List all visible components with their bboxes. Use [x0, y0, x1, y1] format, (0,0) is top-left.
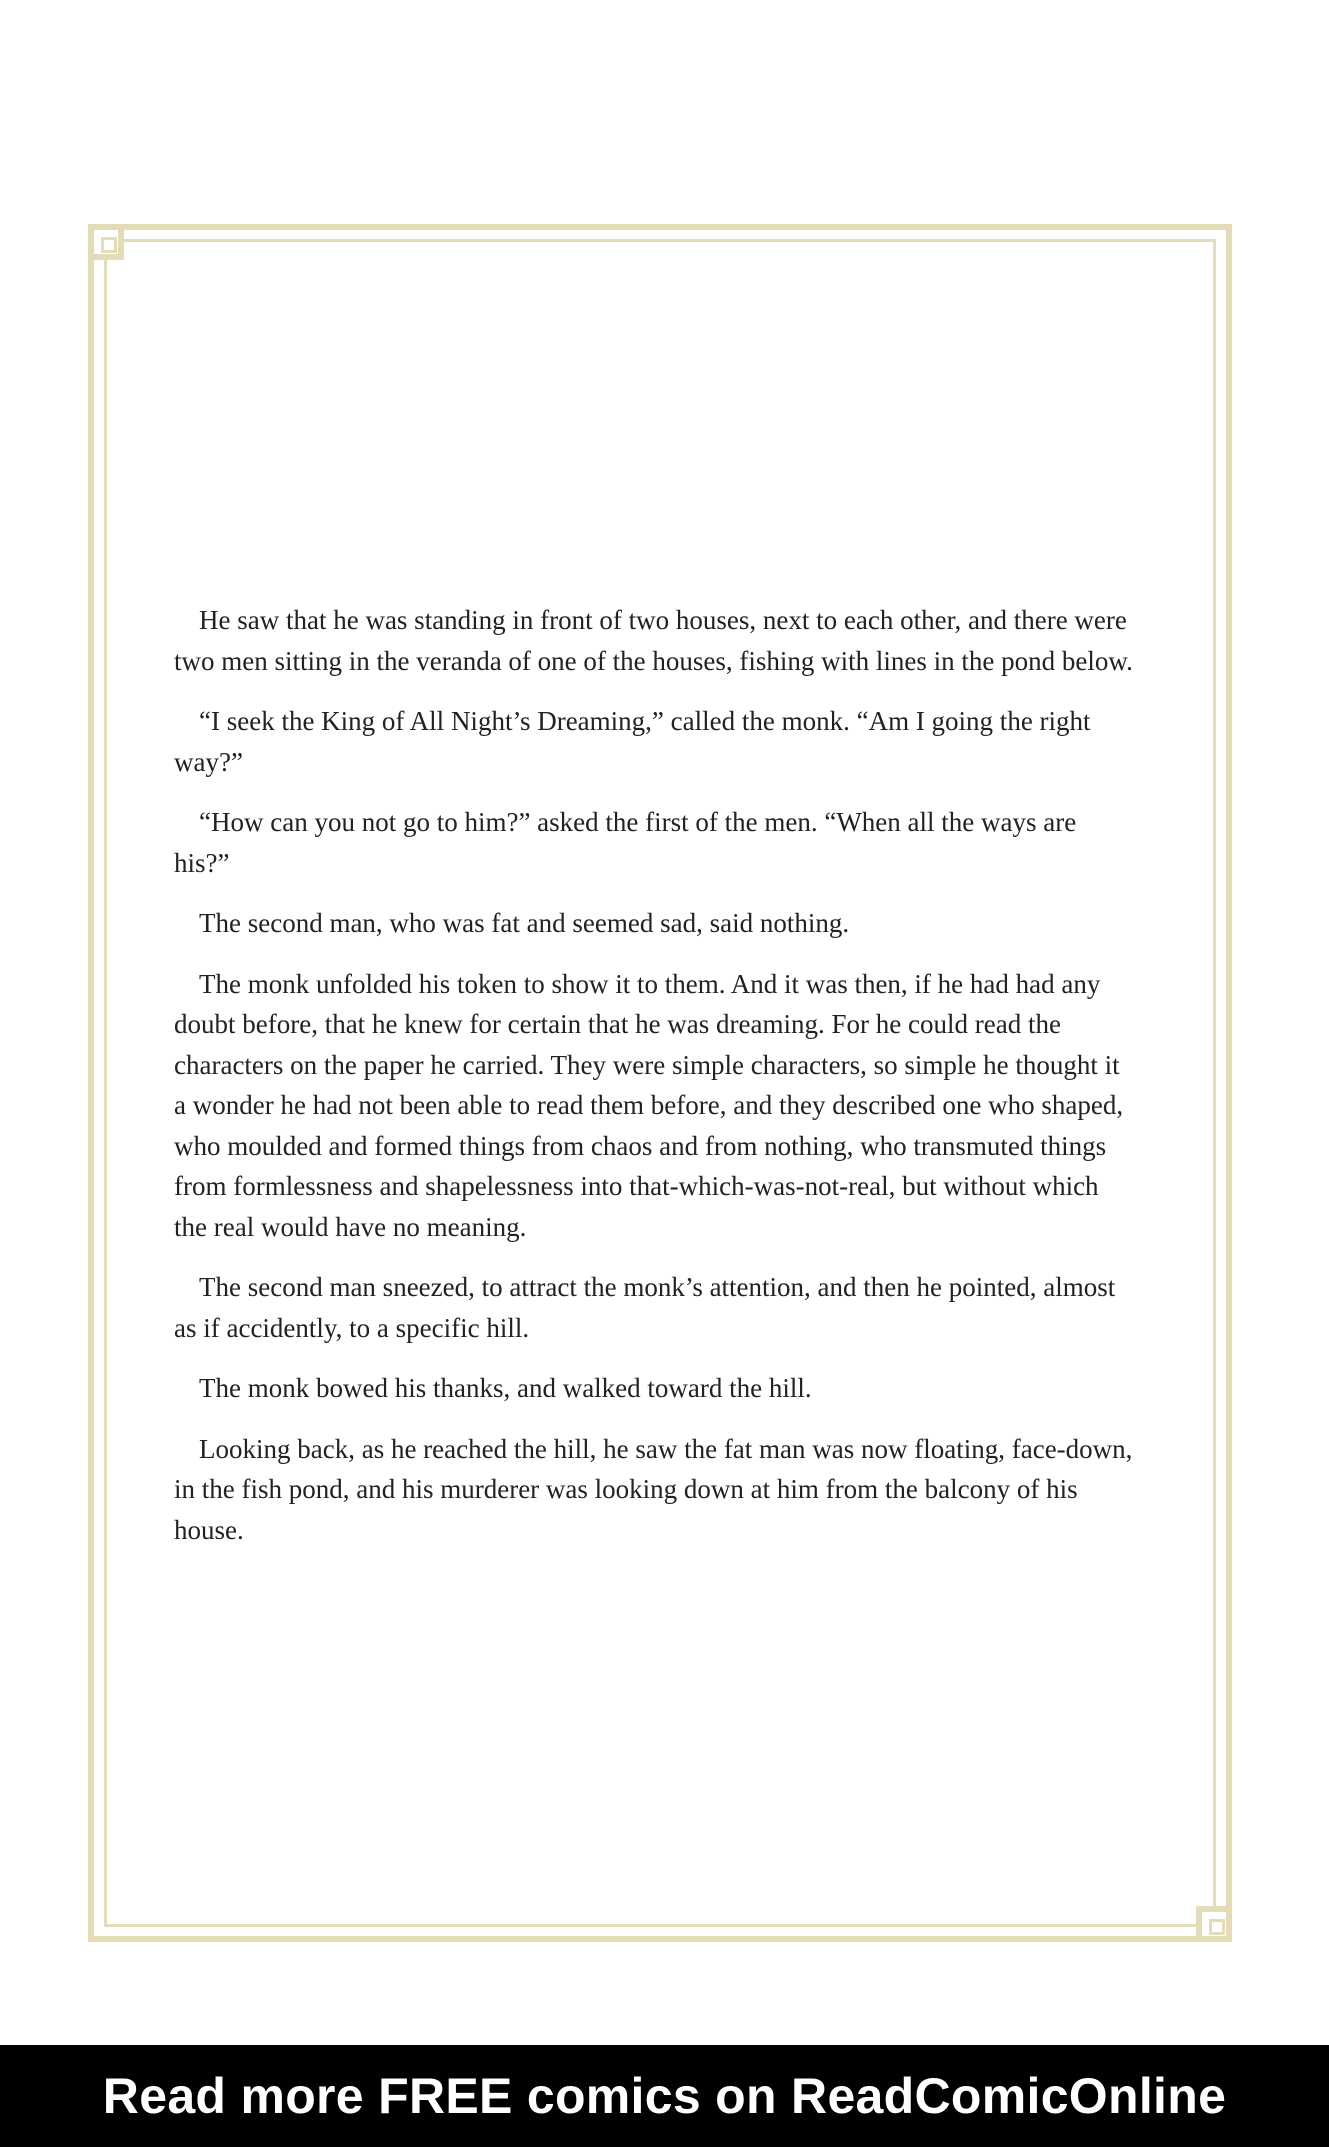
- paragraph: “I seek the King of All Night’s Dreaming,” called the monk. “Am I going the right way?”: [174, 706, 1091, 777]
- paragraph: “How can you not go to him?” asked the first of the men. “When all the ways are his?”: [174, 807, 1077, 878]
- corner-ornament-inner: [101, 237, 117, 253]
- frame-corner-ornament-bottom-right: [1196, 1906, 1232, 1942]
- frame-corner-ornament-top-left: [88, 224, 124, 260]
- story-text: [174, 600, 1134, 1570]
- promo-banner[interactable]: [0, 2045, 1329, 2147]
- paragraph: The monk bowed his thanks, and walked toward the hill.: [199, 1373, 812, 1403]
- promo-banner-text[interactable]: Read more FREE comics on ReadComicOnline: [102, 2068, 1227, 2124]
- paragraph: The second man sneezed, to attract the monk’s attention, and then he pointed, almost as if accidently, to a specific hill.: [174, 1272, 1116, 1343]
- paragraph: The monk unfolded his token to show it to them. And it was then, if he had had any doubt before, that he knew for certain that he was dreaming. For he could read the characters on the paper he carried. They were simple characters, so simple he thought it a wonder he had not been able to read them before, and they described one who shaped, who moulded and formed things from chaos and from nothing, who transmuted things from formlessness and shapelessness into that-which-was-not-real, but without which the real would have no meaning.: [174, 968, 1124, 1242]
- paragraph: He saw that he was standing in front of two houses, next to each other, and there were two men sitting in the veranda of one of the houses, fishing with lines in the pond below.: [174, 605, 1133, 676]
- paragraph: The second man, who was fat and seemed sad, said nothing.: [199, 908, 850, 938]
- paragraph: Looking back, as he reached the hill, he saw the fat man was now floating, face-down, in the fish pond, and his murderer was looking down at him from the balcony of his house.: [174, 1433, 1133, 1545]
- corner-ornament-inner: [1209, 1919, 1225, 1935]
